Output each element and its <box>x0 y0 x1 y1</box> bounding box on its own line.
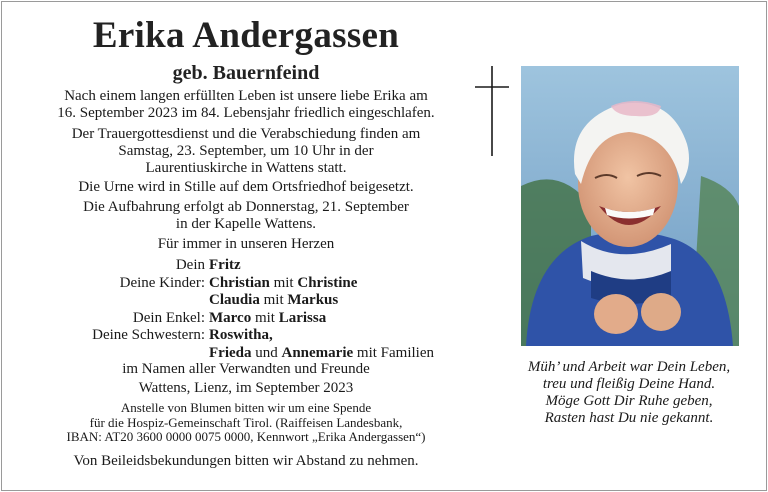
family-label: Deine Kinder: <box>119 274 205 291</box>
donation-line: IBAN: AT20 3600 0000 0075 0000, Kennwort „Erika Andergassen“) <box>66 429 426 444</box>
family-list <box>0 257 492 362</box>
maiden-name: geb. Bauernfeind <box>172 62 320 84</box>
family-member: Christian <box>209 274 270 291</box>
family-row-children-2 <box>0 292 492 310</box>
death-announcement <box>0 88 492 122</box>
viewing-line: Die Aufbahrung erfolgt ab Donnerstag, 21. September <box>83 199 409 215</box>
service-line: Laurentiuskirche in Wattens statt. <box>145 160 347 176</box>
family-row-sisters <box>0 327 492 345</box>
portrait-photo <box>521 66 739 346</box>
family-member: Annemarie <box>281 344 354 361</box>
family-row-children <box>0 275 492 293</box>
poem-line: Rasten hast Du nie gekannt. <box>544 410 714 426</box>
family-row-sisters-2 <box>0 345 492 363</box>
donation-request <box>0 401 492 445</box>
condolence-note: Von Beileidsbekundungen bitten wir Abstand zu nehmen. <box>73 453 419 469</box>
family-row-husband <box>0 257 492 275</box>
family-member: Marco <box>209 309 252 326</box>
place-date-line: Wattens, Lienz, im September 2023 <box>138 380 354 396</box>
family-member: Markus <box>287 292 339 308</box>
urn-burial-info: Die Urne wird in Stille auf dem Ortsfriedhof beigesetzt. <box>78 179 414 195</box>
family-label: Dein <box>175 257 205 273</box>
poem-line: treu und fleißig Deine Hand. <box>542 376 716 392</box>
poem-line: Möge Gott Dir Ruhe geben, <box>545 393 713 409</box>
connector-word: mit <box>263 292 284 308</box>
funeral-service-info <box>0 126 492 177</box>
family-member: Frieda <box>209 344 252 361</box>
family-member: Fritz <box>209 257 241 273</box>
connector-word: mit Familien <box>356 344 434 361</box>
connector-word: mit <box>273 274 294 291</box>
announcement-line: Nach einem langen erfüllten Leben ist unsere liebe Erika am <box>64 88 428 104</box>
memorial-phrase: Für immer in unseren Herzen <box>157 236 335 252</box>
family-label: Deine Schwestern: <box>92 327 205 343</box>
cross-icon <box>474 66 510 156</box>
family-member: Larissa <box>278 309 327 326</box>
poem-line: Müh’ und Arbeit war Dein Leben, <box>527 359 731 375</box>
service-line: Der Trauergottesdienst und die Verabschiedung finden am <box>71 126 421 142</box>
service-line: Samstag, 23. September, um 10 Uhr in der <box>118 143 374 159</box>
on-behalf-line: im Namen aller Verwandten und Freunde <box>122 361 370 377</box>
connector-word: und <box>255 344 278 361</box>
viewing-line: in der Kapelle Wattens. <box>175 216 317 232</box>
family-member: Christine <box>297 274 358 291</box>
donation-line: Anstelle von Blumen bitten wir um eine Spende <box>120 400 372 415</box>
family-member: Claudia <box>209 292 260 308</box>
connector-word: mit <box>254 309 275 326</box>
announcement-line: 16. September 2023 im 84. Lebensjahr friedlich eingeschlafen. <box>57 105 435 121</box>
memorial-poem <box>506 359 752 427</box>
viewing-info <box>0 199 492 233</box>
deceased-name: Erika Andergassen <box>92 15 400 56</box>
family-row-grandchild <box>0 310 492 328</box>
donation-line: für die Hospiz-Gemeinschaft Tirol. (Raiffeisen Landesbank, <box>89 414 403 430</box>
family-label: Dein Enkel: <box>132 309 205 326</box>
family-member: Roswitha, <box>209 327 273 343</box>
